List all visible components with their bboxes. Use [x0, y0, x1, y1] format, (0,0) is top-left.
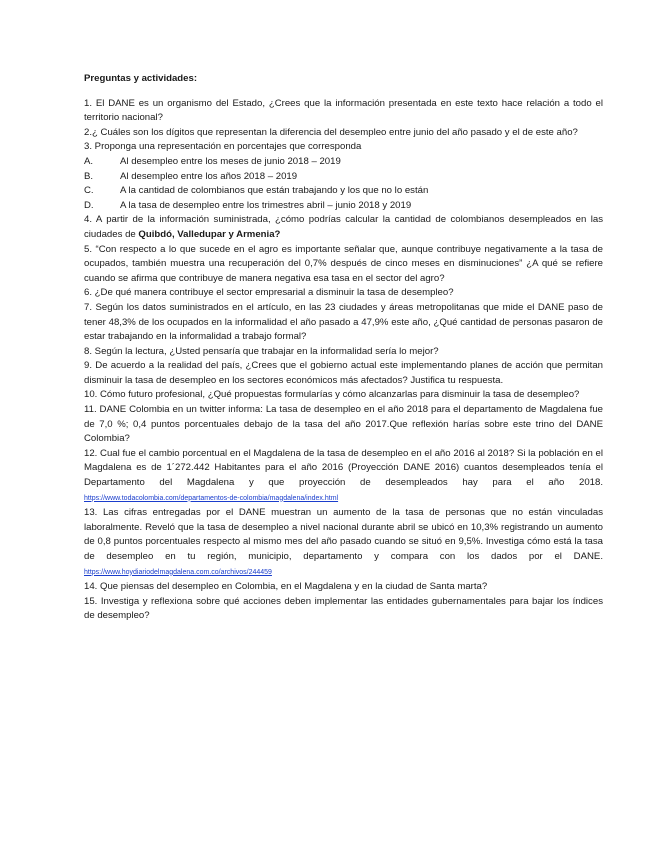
option-letter: C. [84, 185, 94, 197]
option-c [84, 184, 603, 199]
option-letter: B. [84, 170, 94, 182]
question-8: 8. Según la lectura, ¿Usted pensaría que trabajar en la informalidad sería lo mejor? [84, 345, 439, 357]
question-1: 1. El DANE es un organismo del Estado, ¿Crees que la información presentada en este texto hace relación a todo el territorio nacional? [84, 97, 603, 124]
option-d [84, 199, 603, 214]
question-2: 2.¿ Cuáles son los dígitos que representan la diferencia del desempleo entre junio del año pasado y el de este año? [84, 126, 578, 138]
option-letter: A. [84, 155, 94, 167]
question-11: 11. DANE Colombia en un twitter informa: La tasa de desempleo en el año 2018 para el departamento de Magdalena fue de 7,0 %; 0,4 puntos porcentuales debajo de la tasa del año 2017.Que reflexión harías sobre este trino del DANE Colombia? [84, 404, 603, 445]
question-6: 6. ¿De qué manera contribuye el sector empresarial a disminuir la tasa de desempleo? [84, 287, 454, 299]
option-a [84, 155, 603, 170]
question-4 [84, 213, 603, 242]
question-13 [84, 506, 603, 580]
question-14: 14. Que piensas del desempleo en Colombia, en el Magdalena y en la ciudad de Santa marta? [84, 581, 488, 593]
question-7: 7. Según los datos suministrados en el artículo, en las 23 ciudades y áreas metropolitanas que mide el DANE paso de tener 48,3% de los ocupados en la informalidad el año pasado a 47,9% este año, ¿Qué cantidad de personas pasaron de estar trabajando en la informalidad a trabajo formal? [84, 301, 603, 343]
question-3: 3. Proponga una representación en porcentajes que corresponda [84, 141, 362, 153]
option-text: A la tasa de desempleo entre los trimestres abril – junio 2018 y 2019 [120, 199, 412, 211]
option-b [84, 170, 603, 185]
question-10: 10. Cómo futuro profesional, ¿Qué propuestas formularías y cómo alcanzarlas para disminuir la tasa de desempleo? [84, 389, 580, 401]
question-12 [84, 447, 603, 506]
option-text: Al desempleo entre los años 2018 – 2019 [120, 170, 298, 182]
todacolombia-link[interactable]: https://www.todacolombia.com/departamentos-de-colombia/magdalena/index.html [84, 494, 339, 502]
question-9: 9. De acuerdo a la realidad del país, ¿Crees que el gobierno actual este implementando planes de acción que permitan disminuir la tasa de desempleo en los sectores económicos más afectados? Justifica tu respuesta. [84, 360, 603, 386]
question-13-text: 13. Las cifras entregadas por el DANE muestran un aumento de la tasa de personas que no están vinculadas laboralmente. Reveló que la tasa de desempleo a nivel nacional durante abril se ubicó en 10,3% registrando un aumento de 0,8 puntos porcentuales respecto al mismo mes del año pasado cuando se situó en 9,5%. Investiga cómo está la tasa de desempleo en tu región, municipio, departamento y compara con los dados por el DANE. [84, 507, 603, 562]
question-5: 5. “Con respecto a lo que sucede en el agro es importante señalar que, aunque contribuye negativamente a la tasa de ocupados, también muestra una recuperación del 0,7% después de cinco meses en disminuciones” ¿A qué se refiere cuando se afirma que contribuye de manera negativa esa tasa en el sector del agro? [84, 243, 603, 284]
questions-section [84, 72, 603, 624]
section-title: Preguntas y actividades: [84, 73, 198, 84]
question-4-text: 4. A partir de la información suministrada, ¿cómo podrías calcular la cantidad de colombianos desempleados en las ciudades de [84, 214, 603, 240]
option-letter: D. [84, 199, 94, 211]
question-12-text: 12. Cual fue el cambio porcentual en el Magdalena de la tasa de desempleo en el año 2016 al 2018? Si la población en el Magdalena es de 1´272.442 Habitantes para el año 2016 (Proyección DANE 2016) cuantos desempleados tenía el Departamento del Magdalena y que proyección de desempleados hay para el año 2018. [84, 447, 603, 489]
question-4-cities: Quibdó, Valledupar y Armenia? [138, 228, 281, 240]
hoydiario-link[interactable]: https://www.hoydiariodelmagdalena.com.co/archivos/244459 [84, 568, 272, 576]
question-15: 15. Investiga y reflexiona sobre qué acciones deben implementar las entidades gubernamentales para bajar los índices de desempleo? [84, 595, 603, 622]
option-text: Al desempleo entre los meses de junio 2018 – 2019 [120, 155, 341, 167]
option-text: A la cantidad de colombianos que están trabajando y los que no lo están [120, 185, 429, 197]
